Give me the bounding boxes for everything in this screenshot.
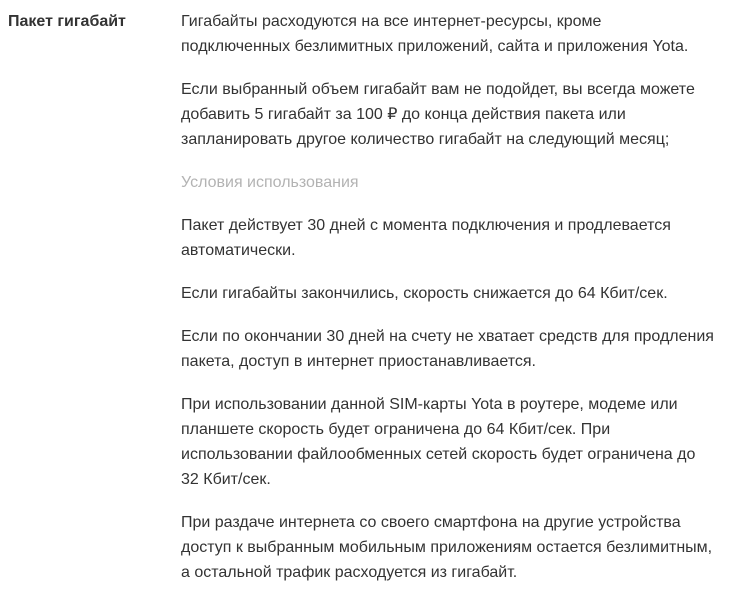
section-content bbox=[181, 9, 714, 603]
terms-paragraph: Гигабайты расходуются на все интернет-ресурсы, кроме подключенных безлимитных приложений, сайта и приложения Yota. bbox=[181, 13, 689, 55]
terms-paragraph: При использовании данной SIM-карты Yota в роутере, модеме или планшете скорость будет ограничена до 64 Кбит/сек. При использовании файлообменных сетей скорость будет ограничена до 32 Кбит/сек. bbox=[181, 396, 696, 488]
section-title: Пакет гигабайт bbox=[8, 13, 126, 30]
terms-paragraph: Если гигабайты закончились, скорость снижается до 64 Кбит/сек. bbox=[181, 285, 668, 302]
terms-subheading: Условия использования bbox=[181, 174, 359, 191]
terms-paragraph: При раздаче интернета со своего смартфона на другие устройства доступ к выбранным мобильным приложениям остается безлимитным, а остальной трафик расходуется из гигабайт. bbox=[181, 514, 713, 581]
terms-paragraph: Если выбранный объем гигабайт вам не подойдет, вы всегда можете добавить 5 гигабайт за 100 ₽ до конца действия пакета или запланировать другое количество гигабайт на следующий месяц; bbox=[181, 81, 695, 148]
terms-paragraph: Пакет действует 30 дней с момента подключения и продлевается автоматически. bbox=[181, 217, 671, 259]
terms-paragraph: Если по окончании 30 дней на счету не хватает средств для продления пакета, доступ в интернет приостанавливается. bbox=[181, 328, 714, 370]
